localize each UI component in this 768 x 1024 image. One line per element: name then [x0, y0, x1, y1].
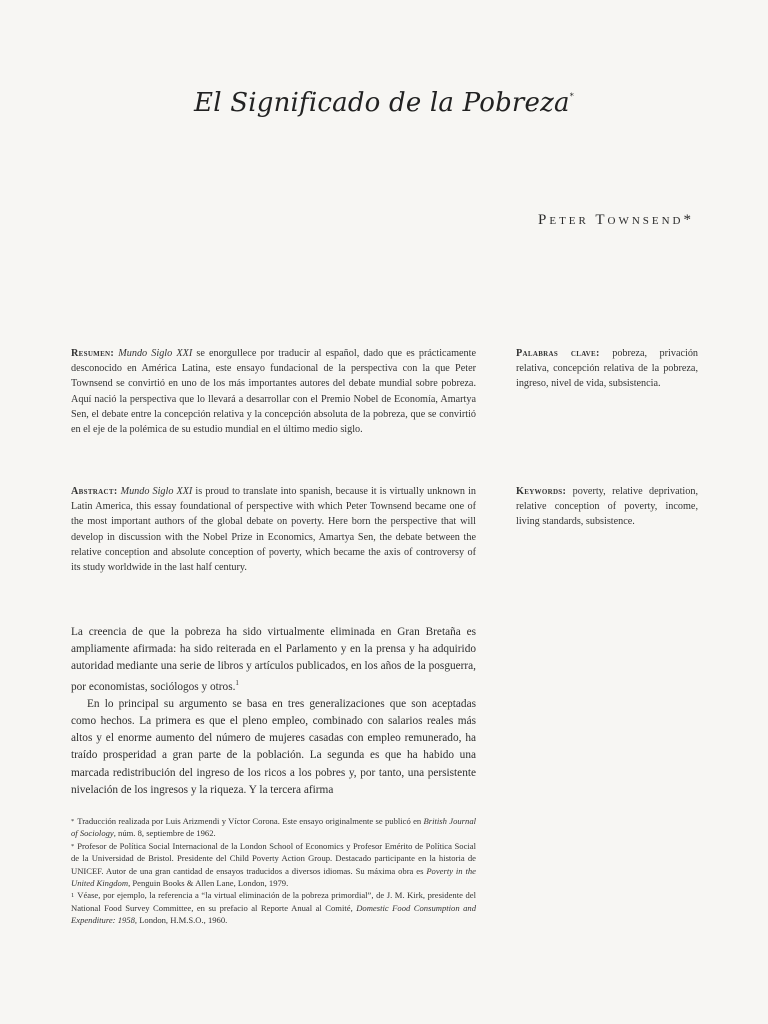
footnote-mark: * [71, 842, 75, 850]
author-name: Peter Townsend* [538, 212, 694, 228]
footnote-translation [71, 815, 476, 840]
resumen-text: se enorgullece por traducir al español, dado que es prácticamente desconocido en América Latina, este ensayo fundacional de la perspectiva con la que Peter Townsend se convirtió en uno de los más importantes autores del debate mundial sobre pobreza. Aquí nació la perspectiva que lo llevará a desarrollar con el Premio Nobel de Economía, Amartya Sen, el debate entre la concepción relativa y la concepción absoluta de la pobreza, que se convirtió en el eje de la polémica de su estudio mundial en el último medio siglo. [71, 348, 476, 436]
footnote-1-journal: British Journal of Sociology [71, 816, 476, 839]
footnote-3-end: , London, H.M.S.O., 1960. [134, 915, 228, 926]
footnote-mark: 1 [71, 892, 75, 900]
footnote-2-end: , Penguin Books & Allen Lane, London, 1979. [128, 878, 289, 889]
title-text: El Significado de la Pobreza [194, 88, 570, 118]
body-paragraph-1-text: La creencia de que la pobreza ha sido virtualmente eliminada en Gran Bretaña es ampliamente afirmada: ha sido reiterada en el Parlamento y en la prensa y ha adquirido autoridad mediante una serie de libros y artículos publicados, en los años de la posguerra, por economistas, sociólogos y otros. [71, 626, 476, 694]
resumen-label: Resumen: [71, 348, 115, 359]
footnote-ref: 1 [235, 679, 239, 688]
footnote-1-text: Traducción realizada por Luis Arizmendi y Víctor Corona. Este ensayo originalmente se publicó en [77, 816, 424, 826]
footnotes [71, 815, 476, 927]
footnote-3-text: Véase, por ejemplo, la referencia a “la virtual eliminación de la pobreza primordial”, de J. M. Kirk, presidente del National Food Survey Committee, en su prefacio al Reporte Anual al Comité, [71, 890, 476, 913]
keywords-text: poverty, relative deprivation, relative conception of poverty, income, living standards, subsistence. [516, 486, 698, 528]
keywords-label: Keywords: [516, 486, 567, 497]
resumen-journal: Mundo Siglo XXI [118, 348, 193, 359]
article-body [71, 624, 476, 799]
abstract-label: Abstract: [71, 486, 118, 497]
abstract-journal: Mundo Siglo XXI [120, 486, 193, 497]
abstract-text: is proud to translate into spanish, because it is virtually unknown in Latin America, this essay foundational of perspective with which Peter Townsend became one of the most important authors of the global debate on poverty. Here born the perspective that will develop in discussion with the Nobel Prize in Economics, Amartya Sen, the debate between the relative conception and absolute conception of poverty, which became the axis of controversy of its study worldwide in the last half century. [71, 486, 477, 574]
palabras-clave-block [516, 346, 698, 392]
keywords-block [516, 484, 698, 530]
footnote-author [71, 840, 476, 890]
footnote-mark: * [71, 818, 75, 825]
abstract-block [71, 484, 476, 575]
footnote-1 [71, 889, 476, 926]
body-paragraph-2: En lo principal su argumento se basa en tres generalizaciones que son aceptadas como hechos. La primera es que el pleno empleo, combinado con salarios reales más altos y el enorme aumento del número de mujeres casadas con empleo remunerado, ha traído prosperidad a gran parte de la población. La segunda es que ha habido una marcada redistribución del ingreso de los ricos a los pobres y, por tanto, una persistente nivelación de los ingresos y la riqueza. Y la tercera afirma [71, 698, 476, 796]
footnote-2-book: Poverty in the United Kingdom [71, 865, 476, 889]
title-footnote-mark: * [569, 92, 574, 101]
footnote-2-text: Profesor de Política Social Internacional de la London School of Economics y Profesor Emérito de Política Social de la Universidad de Bristol. Presidente del Child Poverty Action Group. Destacado participante en la historia de UNICEF. Autor de una gran cantidad de ensayos traducidos a diversos idiomas. Su máxima obra es [71, 840, 476, 876]
palabras-clave-text: pobreza, privación relativa, concepción relativa de la pobreza, ingreso, nivel de vida, subsistencia. [516, 348, 699, 390]
resumen-block [71, 346, 476, 437]
article-title [0, 88, 768, 118]
footnote-3-book: Domestic Food Consumption and Expenditure: 1958 [71, 902, 476, 926]
palabras-clave-label: Palabras clave: [516, 348, 600, 359]
body-paragraph [71, 624, 476, 696]
footnote-1-end: , núm. 8, septiembre de 1962. [113, 828, 216, 839]
